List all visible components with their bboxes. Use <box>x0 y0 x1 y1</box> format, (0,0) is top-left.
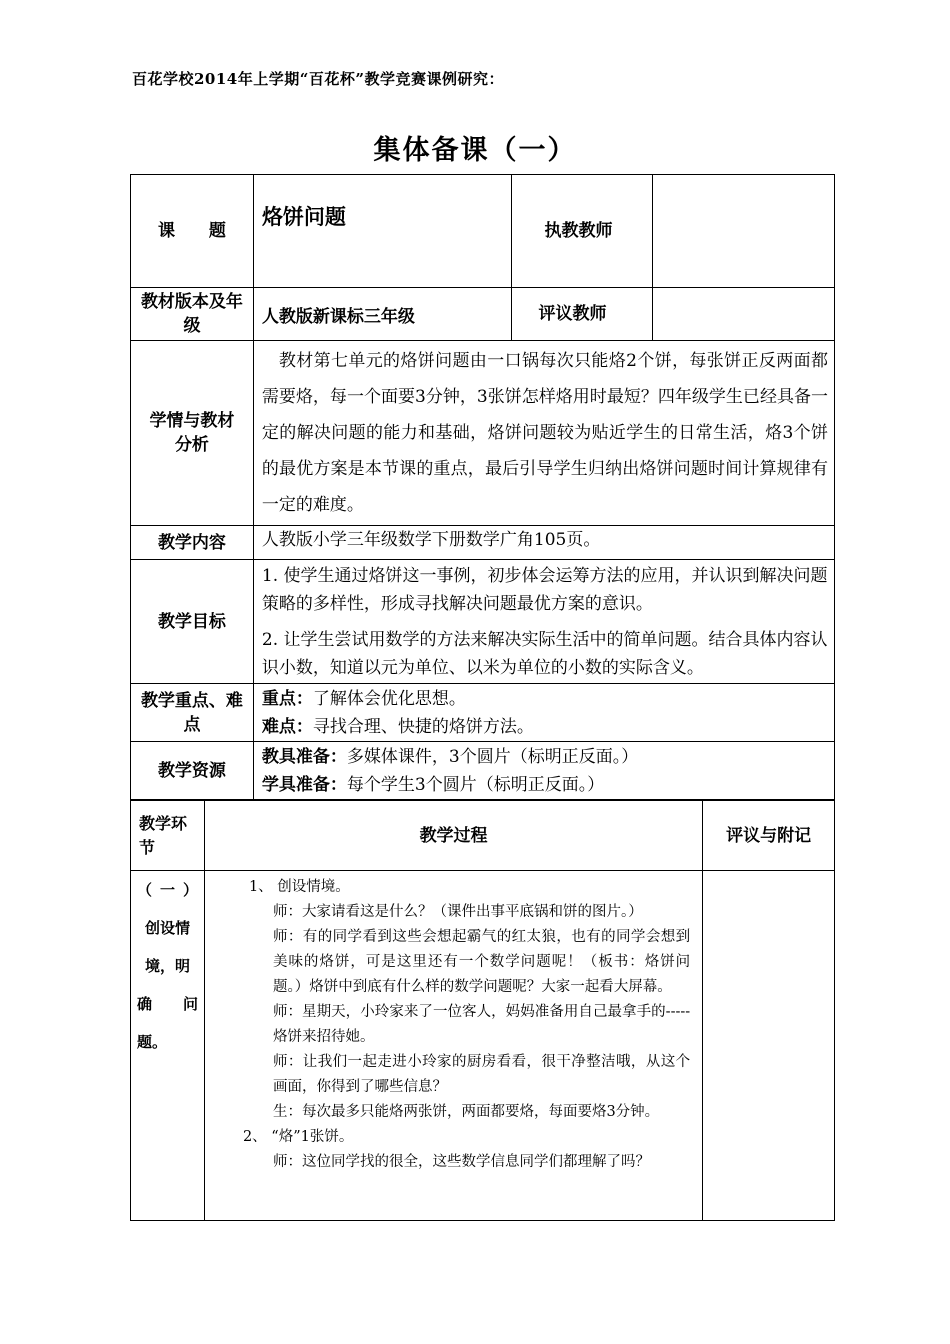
edition-value: 人教版新课标三年级 <box>253 288 512 341</box>
teacher-label: 执教教师 <box>512 175 653 288</box>
content-text: 人教版小学三年级数学下册数学广角105页。 <box>253 526 834 560</box>
stage1-text: 题。 <box>137 1033 168 1051</box>
teacher-resources-text: 多媒体课件，3个圆片（标明正反面。） <box>346 746 639 767</box>
process-header-row <box>131 801 835 871</box>
analysis-label: 学情与教材分析 <box>131 341 254 526</box>
remarks-header: 评议与附记 <box>703 801 835 871</box>
analysis-text: 教材第七单元的烙饼问题由一口锅每次只能烙2个饼，每张饼正反两面都需要烙，每一个面要3分钟，3张饼怎样烙用时最短？四年级学生已经具备一定的解决问题的能力和基础，烙饼问题较为贴近学生的日常生活，烙3个饼的最优方案是本节课的重点，最后引导学生归纳出烙饼问题时间计算规律有一定的难度。 <box>253 341 834 526</box>
topic-row <box>131 175 835 288</box>
teaching-process-table <box>130 800 835 1221</box>
stage1-text: 境，明 <box>144 957 190 975</box>
content-row <box>131 526 835 560</box>
goals-label: 教学目标 <box>131 560 254 684</box>
stage1-text: 问 <box>182 995 198 1013</box>
stage-header: 教学环节 <box>131 801 205 871</box>
stage1-row <box>131 871 835 1221</box>
goal-item: 1. 使学生通过烙饼这一事例，初步体会运筹方法的应用，并认识到解决问题策略的多样性，形成寻找解决问题最优方案的意识。 <box>261 565 828 614</box>
stage1-text: 创设情 <box>144 919 190 937</box>
process-content <box>204 871 702 1221</box>
key-text: 了解体会优化思想。 <box>312 688 466 709</box>
teacher-value <box>653 175 835 288</box>
difficult-text: 寻找合理、快捷的烙饼方法。 <box>312 716 534 737</box>
stage1-text: 确 <box>137 995 153 1013</box>
process-line: 生：每次最多只能烙两张饼，两面都要烙，每面要烙3分钟。 <box>272 1104 660 1120</box>
reviewer-value <box>653 288 835 341</box>
content-label: 教学内容 <box>131 526 254 560</box>
process-header: 教学过程 <box>204 801 702 871</box>
stage1-text: （ <box>137 881 153 899</box>
lesson-info-table <box>130 174 835 800</box>
edition-row <box>131 288 835 341</box>
process-line: 师：这位同学找的很全，这些数学信息同学们都理解了吗？ <box>272 1154 650 1170</box>
keypoints-row <box>131 684 835 742</box>
process-line: 师：星期天，小玲家来了一位客人，妈妈准备用自己最拿手的-----烙饼来招待她。 <box>272 1004 691 1045</box>
resources-row <box>131 742 835 800</box>
student-resources <box>262 771 828 799</box>
goal-item: 2. 让学生尝试用数学的方法来解决实际生活中的简单问题。结合具体内容认识小数，知道以元为单位、以米为单位的小数的实际含义。 <box>261 629 828 678</box>
process-line: 师：让我们一起走进小玲家的厨房看看，很干净整洁哦，从这个画面，你得到了哪些信息？ <box>272 1054 691 1095</box>
key-point <box>262 685 828 713</box>
step-heading: 1、 创设情境。 <box>248 879 350 895</box>
page-title: 集体备课（一） <box>373 135 577 166</box>
keypoints-cell <box>253 684 834 742</box>
teacher-resources <box>262 743 828 771</box>
student-resources-text: 每个学生3个圆片（标明正反面。） <box>346 774 605 795</box>
remarks-cell <box>703 871 835 1221</box>
keypoints-label: 教学重点、难点 <box>131 684 254 742</box>
goals-cell <box>253 560 834 684</box>
resources-label: 教学资源 <box>131 742 254 800</box>
stage1-label <box>131 871 205 1221</box>
difficult-point <box>262 713 828 741</box>
analysis-row <box>131 341 835 526</box>
reviewer-label: 评议教师 <box>512 288 653 341</box>
goals-row <box>131 560 835 684</box>
stage1-text: ） <box>182 881 198 899</box>
teacher-resources-label: 教具准备： <box>261 746 347 767</box>
process-line: 师：有的同学看到这些会想起霸气的红太狼，也有的同学会想到美味的烙饼，可是这里还有一个数学问题呢！（板书：烙饼问题。）烙饼中到底有什么样的数学问题呢？大家一起看大屏幕。 <box>272 929 691 995</box>
document-header: 百花学校2014年上学期“百花杯”教学竞赛课例研究： <box>132 70 505 88</box>
student-resources-label: 学具准备： <box>261 774 347 795</box>
resources-cell <box>253 742 834 800</box>
difficult-label: 难点： <box>261 716 313 737</box>
key-label: 重点： <box>261 688 313 709</box>
process-line: 师：大家请看这是什么？（课件出事平底锅和饼的图片。） <box>272 904 643 920</box>
stage1-text: 一 <box>159 881 175 899</box>
topic-value: 烙饼问题 <box>253 175 512 288</box>
topic-label: 课 题 <box>131 175 254 288</box>
step-heading: 2、 “烙”1张饼。 <box>242 1129 354 1145</box>
edition-label: 教材版本及年级 <box>131 288 254 341</box>
